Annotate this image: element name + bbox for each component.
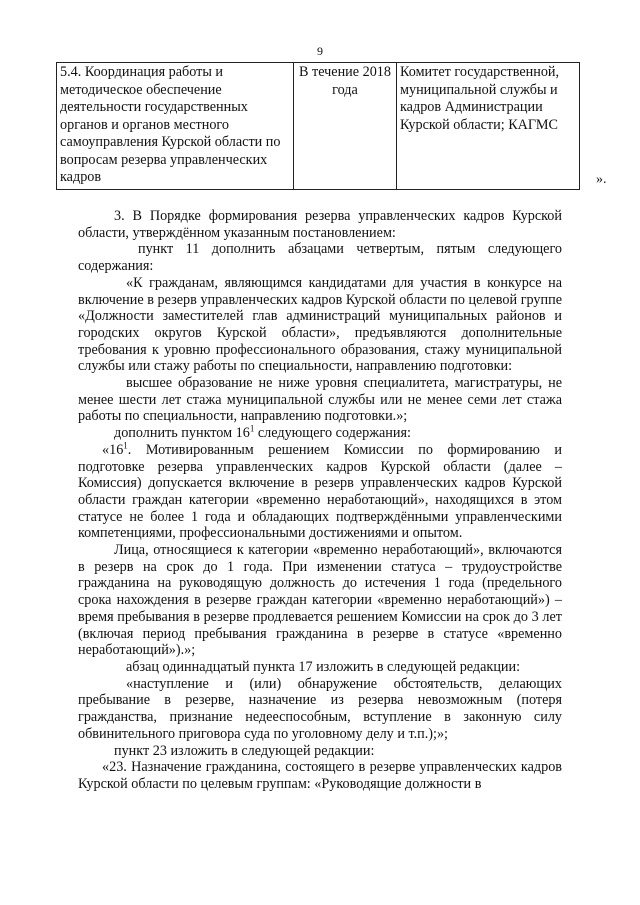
superscript: 1 (249, 423, 255, 434)
page-number: 9 (317, 44, 323, 58)
paragraph: Лица, относящиеся к категории «временно неработающий», включаются в резерв на срок до 1 года. При изменении статуса – трудоустройстве гражданина на руководящую должность до истечения 1 года (предельного срока нахождения в резерве граждан категории «временно неработающий») – время пребывания в резерве продлевается решением Комиссии на срок до 3 лет (включая период пребывания гражданина в резерве в статусе «временно неработающий»).»; (78, 542, 562, 659)
paragraph: абзац одиннадцатый пункта 17 изложить в следующей редакции: (126, 658, 521, 675)
paragraph: «наступление и (или) обнаружение обстоятельств, делающих пребывание в резерве, назначение из резерва невозможным (потеря гражданства, признание недееспособным, вступление в законную силу обвинительного приговора суда по уголовному делу и т.п.);»; (78, 675, 562, 742)
paragraph: «23. Назначение гражданина, состоящего в резерве управленческих кадров Курской области по целевым группам: «Руководящие должности в (78, 759, 562, 792)
paragraph-text: . Мотивированным решением Комиссии по формированию и подготовке резерва управленческих кадров Курской области (далее – Комиссия) допускается включение в резерв управленческих кадров Курской области граждан категории «временно неработающий», находящихся в этом статусе не более 1 года и обладающих подтверждёнными управленческими компетенциями, профессиональными достижениями и опытом. (78, 441, 562, 542)
paragraph: пункт 11 дополнить абзацами четвертым, пятым следующего содержания: (78, 241, 562, 275)
table-cell-term: В течение 2018 года (294, 63, 397, 190)
paragraph (78, 425, 562, 442)
paragraph: «К гражданам, являющимся кандидатами для участия в конкурсе на включение в резерв управленческих кадров Курской области по целевой группе «Должности заместителей глав администраций муниципальных районов и городских округов Курской области», предъявляются дополнительные требования к уровню профессионального образования, стажу муниципальной службы или стажу работы по специальности, направлению подготовки: (78, 274, 562, 375)
paragraph: пункт 23 изложить в следующей редакции: (114, 742, 375, 759)
paragraph-text: дополнить пунктом 16 (114, 425, 250, 442)
table-row (57, 63, 580, 190)
paragraph-text: «16 (102, 441, 124, 458)
paragraph-text: следующего содержания: (254, 425, 411, 442)
paragraph (78, 442, 562, 542)
paragraph: высшее образование не ниже уровня специалитета, магистратуры, не менее шести лет стажа муниципальной службы или не менее семи лет стажа работы по специальности, направлению подготовки.»; (78, 375, 562, 425)
superscript: 1 (123, 440, 128, 451)
table-cell-responsible: Комитет государственной, муниципальной службы и кадров Администрации Курской области; КАГМС (397, 63, 580, 190)
table-closing-quote: ». (596, 172, 607, 187)
table-cell-item: 5.4. Координация работы и методическое обеспечение деятельности государственных органов и органов местного самоуправления Курской области по вопросам резерва управленческих кадров (57, 63, 294, 190)
paragraph: 3. В Порядке формирования резерва управленческих кадров Курской области, утверждённом указанным постановлением: (78, 208, 562, 241)
plan-table (56, 62, 580, 190)
document-body (78, 208, 562, 793)
